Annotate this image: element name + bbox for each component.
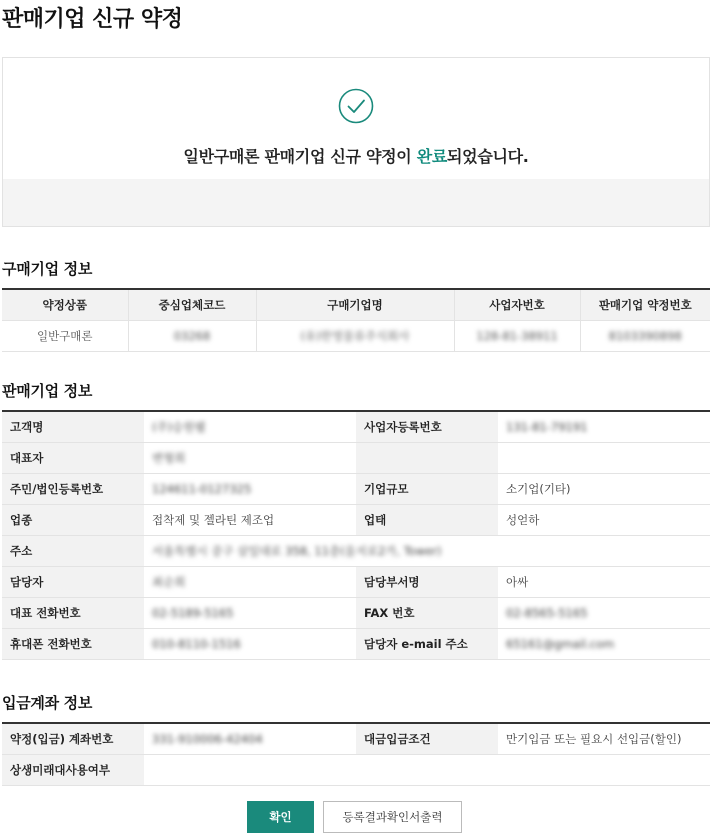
label-fax: FAX 번호 <box>356 597 498 628</box>
value-empty <box>498 442 710 473</box>
value-contact-person: 최순희 <box>144 566 356 597</box>
value-department: 아싸 <box>498 566 710 597</box>
label-mobile-phone: 휴대폰 전화번호 <box>2 628 144 659</box>
col-header-biz-number: 사업자번호 <box>454 289 580 320</box>
table-row <box>2 535 710 566</box>
account-info-table <box>2 722 710 786</box>
value-payment-terms: 만기입금 또는 필요시 선입금(할인) <box>498 723 710 754</box>
table-row <box>2 504 710 535</box>
value-main-phone: 02-5189-5165 <box>144 597 356 628</box>
cell-buyer-name: (유)한영물류주식회사 <box>256 320 454 351</box>
value-industry: 접착제 및 젤라틴 제조업 <box>144 504 356 535</box>
seller-info-table <box>2 410 710 660</box>
value-account-number: 331-910006-42404 <box>144 723 356 754</box>
label-address: 주소 <box>2 535 144 566</box>
cell-contract-number: 8103390898 <box>580 320 710 351</box>
label-account-number: 약정(입금) 계좌번호 <box>2 723 144 754</box>
label-industry: 업종 <box>2 504 144 535</box>
table-row <box>2 411 710 442</box>
label-customer-name: 고객명 <box>2 411 144 442</box>
label-business-type: 업태 <box>356 504 498 535</box>
label-biz-reg-number: 사업자등록번호 <box>356 411 498 442</box>
table-row <box>2 566 710 597</box>
account-section-title: 입금계좌 정보 <box>2 694 93 712</box>
table-row <box>2 473 710 504</box>
value-corp-reg-number: 124611-0127325 <box>144 473 356 504</box>
value-biz-reg-number: 131-81-79191 <box>498 411 710 442</box>
col-header-buyer-name: 구매기업명 <box>256 289 454 320</box>
label-empty <box>356 442 498 473</box>
value-customer-name: (주)승원웰 <box>144 411 356 442</box>
table-row <box>2 320 710 351</box>
col-header-center-code: 중심업체코드 <box>128 289 256 320</box>
value-business-type: 성얻하 <box>498 504 710 535</box>
seller-section-title: 판매기업 정보 <box>2 382 93 400</box>
col-header-product: 약정상품 <box>2 289 128 320</box>
completion-panel <box>2 57 710 227</box>
label-main-phone: 대표 전화번호 <box>2 597 144 628</box>
check-circle-icon <box>338 88 374 124</box>
value-mutual-future-usage <box>144 754 710 785</box>
label-ceo: 대표자 <box>2 442 144 473</box>
label-contact-person: 담당자 <box>2 566 144 597</box>
completion-footer-band <box>3 179 709 226</box>
cell-biz-number: 128-81-38911 <box>454 320 580 351</box>
table-row <box>2 723 710 754</box>
table-row <box>2 628 710 659</box>
label-contact-email: 담당자 e-mail 주소 <box>356 628 498 659</box>
completion-message: 일반구매론 판매기업 신규 약정이 완료되었습니다. <box>183 147 529 166</box>
page-title: 판매기업 신규 약정 <box>2 7 183 32</box>
buyer-section-title: 구매기업 정보 <box>2 260 93 278</box>
table-header-row <box>2 289 710 320</box>
value-mobile-phone: 010-8110-1516 <box>144 628 356 659</box>
cell-center-code: 03268 <box>128 320 256 351</box>
table-row <box>2 754 710 785</box>
buyer-info-table <box>2 288 710 352</box>
completion-accent: 완료 <box>416 147 448 166</box>
value-address: 서울특별시 중구 삼일대로 358, 11층(을지로2가, Tower) <box>144 535 710 566</box>
label-mutual-future-usage: 상생미래대사용여부 <box>2 754 144 785</box>
table-row <box>2 597 710 628</box>
table-row <box>2 442 710 473</box>
confirm-button[interactable]: 확인 <box>247 801 314 833</box>
col-header-contract-number: 판매기업 약정번호 <box>580 289 710 320</box>
label-corp-reg-number: 주민/법인등록번호 <box>2 473 144 504</box>
label-payment-terms: 대금입금조건 <box>356 723 498 754</box>
value-ceo: 변형희 <box>144 442 356 473</box>
value-contact-email: 65161@gmail.com <box>498 628 710 659</box>
label-department: 담당부서명 <box>356 566 498 597</box>
print-certificate-button[interactable]: 등록결과확인서출력 <box>323 801 462 833</box>
cell-product: 일반구매론 <box>2 320 128 351</box>
value-fax: 02-8565-5165 <box>498 597 710 628</box>
label-company-size: 기업규모 <box>356 473 498 504</box>
value-company-size: 소기업(기타) <box>498 473 710 504</box>
